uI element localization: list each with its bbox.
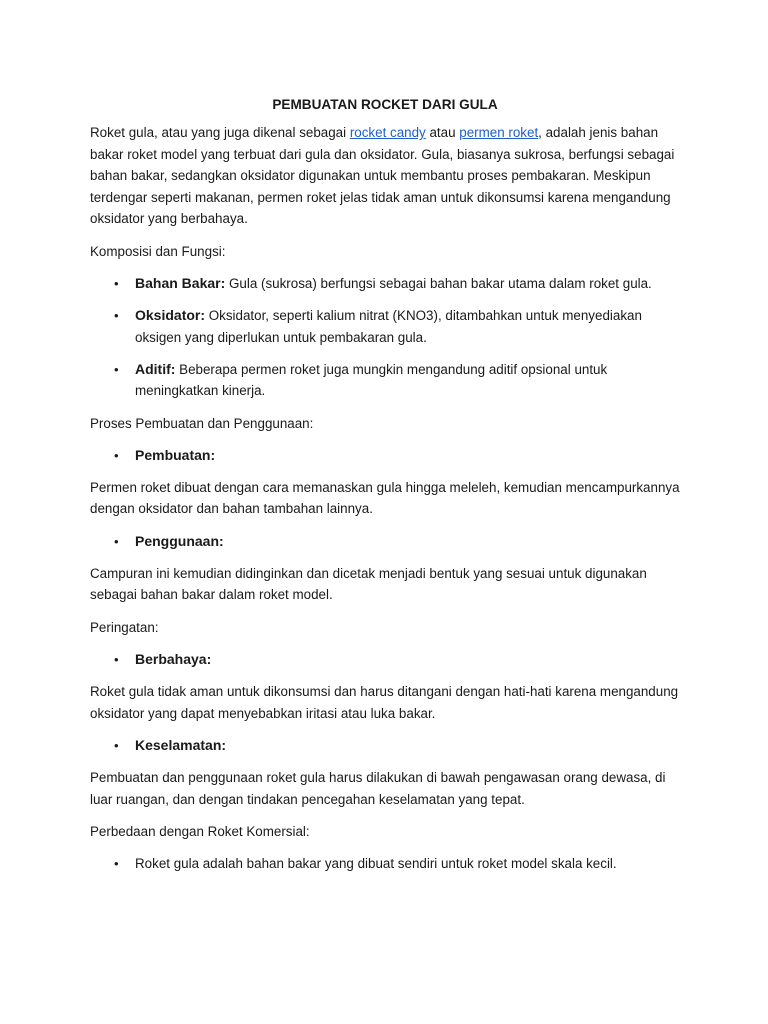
item-term: Bahan Bakar: (135, 274, 226, 291)
berbahaya-list (90, 649, 680, 671)
bullet-icon: • (114, 447, 119, 463)
list-item (90, 853, 680, 875)
intro-text-1: Roket gula, atau yang juga dikenal sebagai (90, 125, 350, 140)
berbahaya-term: Berbahaya: (135, 650, 212, 667)
keselamatan-paragraph: Pembuatan dan penggunaan roket gula harus dilakukan di bawah pengawasan orang dewasa, di luar ruangan, dan dengan tindakan pencegahan keselamatan yang tepat. (90, 769, 666, 807)
list-item (90, 531, 680, 553)
item-description: Roket gula adalah bahan bakar yang dibuat sendiri untuk roket model skala kecil. (135, 855, 617, 871)
keselamatan-list (90, 735, 680, 757)
bullet-icon: • (114, 651, 119, 667)
item-description: Gula (sukrosa) berfungsi sebagai bahan bakar utama dalam roket gula. (225, 275, 652, 291)
bullet-icon: • (114, 533, 119, 549)
penggunaan-paragraph: Campuran ini kemudian didinginkan dan dicetak menjadi bentuk yang sesuai untuk digunakan sebagai bahan bakar dalam roket model. (90, 565, 647, 603)
pembuatan-list (90, 445, 680, 467)
komposisi-list (90, 273, 680, 402)
item-description: Oksidator, seperti kalium nitrat (KNO3), ditambahkan untuk menyediakan oksigen yang diperlukan untuk pembakaran gula. (135, 307, 642, 345)
perbedaan-heading: Perbedaan dengan Roket Komersial: (90, 823, 310, 839)
intro-paragraph (90, 122, 680, 230)
document-title: PEMBUATAN ROCKET DARI GULA (272, 97, 498, 112)
intro-text-3: , adalah jenis bahan bakar roket model yang terbuat dari gula dan oksidator. Gula, biasanya sukrosa, berfungsi sebagai bahan bakar, sedangkan oksidator digunakan untuk membantu proses pembakaran. Meskipun terdengar seperti makanan, permen roket jelas tidak aman untuk dikonsumsi karena mengandung oksidator yang berbahaya. (90, 125, 675, 227)
bullet-icon: • (114, 855, 119, 871)
list-item (90, 735, 680, 757)
bullet-icon: • (114, 361, 119, 377)
item-term: Oksidator: (135, 306, 206, 323)
list-item (90, 445, 680, 467)
list-item (90, 359, 680, 402)
list-item (90, 649, 680, 671)
bullet-icon: • (114, 275, 119, 291)
document-page (90, 94, 680, 885)
item-term: Aditif: (135, 360, 176, 377)
proses-heading: Proses Pembuatan dan Penggunaan: (90, 415, 314, 431)
keselamatan-term: Keselamatan: (135, 736, 227, 753)
berbahaya-paragraph: Roket gula tidak aman untuk dikonsumsi dan harus ditangani dengan hati-hati karena mengandung oksidator yang dapat menyebabkan iritasi atau luka bakar. (90, 684, 679, 721)
pembuatan-term: Pembuatan: (135, 446, 216, 463)
rocket-candy-link[interactable]: rocket candy (349, 125, 426, 140)
permen-roket-link[interactable]: permen roket (459, 125, 539, 140)
penggunaan-list (90, 531, 680, 553)
perbedaan-list (90, 853, 680, 875)
bullet-icon: • (114, 307, 119, 323)
bullet-icon: • (114, 737, 119, 753)
pembuatan-paragraph: Permen roket dibuat dengan cara memanaskan gula hingga meleleh, kemudian mencampurkannya dengan oksidator dan bahan tambahan lainnya. (90, 479, 680, 517)
list-item (90, 305, 680, 348)
peringatan-heading: Peringatan: (90, 619, 159, 635)
list-item (90, 273, 680, 295)
item-description: Beberapa permen roket juga mungkin mengandung aditif opsional untuk meningkatkan kinerja. (135, 361, 608, 399)
penggunaan-term: Penggunaan: (135, 532, 224, 549)
intro-text-2: atau (425, 125, 460, 140)
komposisi-heading: Komposisi dan Fungsi: (90, 243, 226, 259)
